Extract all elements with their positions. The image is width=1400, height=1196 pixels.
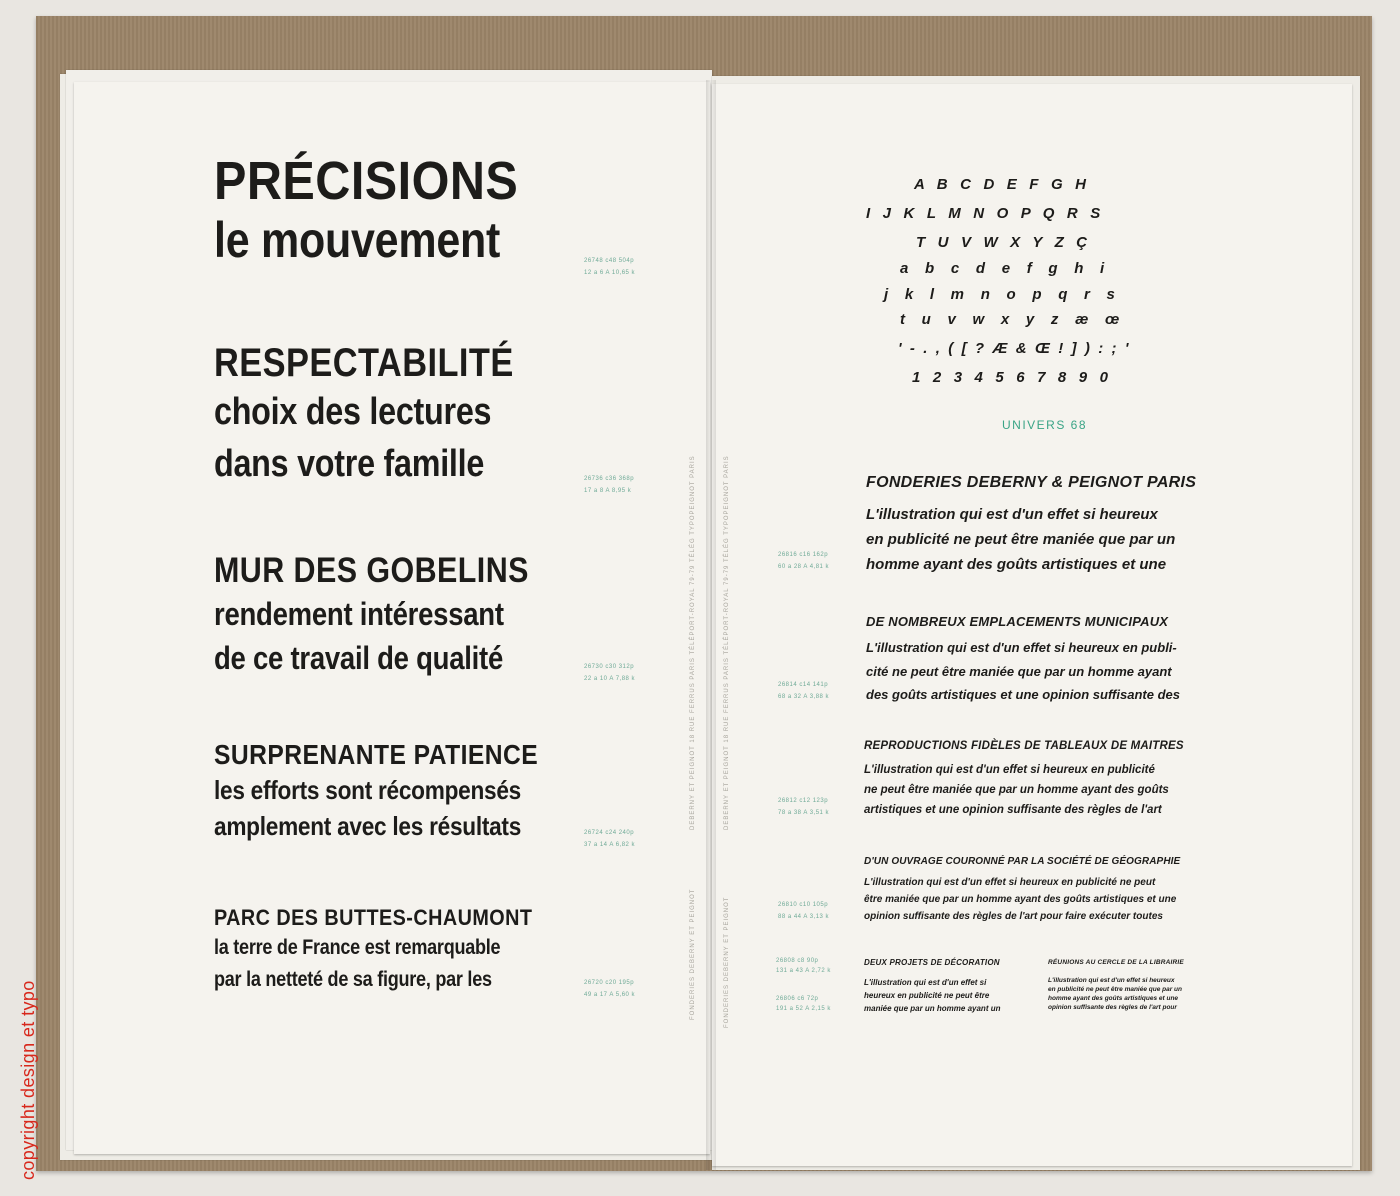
alphabet-row: t u v w x y z æ œ: [900, 311, 1120, 328]
right-spine-foundry: FONDERIES DEBERNY ET PEIGNOT: [724, 896, 730, 1028]
small-sample-line: maniée que par un homme ayant un: [864, 1004, 1001, 1013]
small-sample-line: opinion suffisante des règles de l'art pour: [1048, 1004, 1177, 1011]
sample-line: en publicité ne peut être maniée que par un: [866, 531, 1176, 548]
left-spine-foundry: FONDERIES DEBERNY ET PEIGNOT: [690, 888, 696, 1020]
specimen-block-respectabilite: [214, 340, 556, 490]
sample-code: 26814 c14 141p: [778, 682, 829, 688]
left-spine-address: DEBERNY ET PEIGNOT 18 RUE FERRUS PARIS TÉLÉPORT-ROYAL 79-79 TÉLÉG TYPOPEIGNOT PARIS: [690, 455, 696, 830]
sample-heading: REPRODUCTIONS FIDÈLES DE TABLEAUX DE MAITRES: [864, 740, 1184, 752]
block-code: 26720 c20 195p: [584, 980, 635, 986]
sample-line: ne peut être maniée que par un homme ayant des goûts: [864, 784, 1169, 796]
alphabet-row: 1 2 3 4 5 6 7 8 9 0: [912, 369, 1108, 386]
sample-line: L'illustration qui est d'un effet si heureux en publicité ne peut: [864, 877, 1156, 888]
block-heading: PARC DES BUTTES-CHAUMONT: [214, 905, 533, 930]
sample-specs: 78 a 38 A 3,51 k: [778, 810, 830, 816]
typeface-name: UNIVERS 68: [1002, 418, 1088, 432]
block-code: 26730 c30 312p: [584, 664, 635, 670]
block-specs: 12 a 6 A 10,65 k: [584, 270, 636, 276]
block-line: par la netteté de sa figure, par les: [214, 968, 492, 991]
sample-line: être maniée que par un homme ayant des goûts artistiques et une: [864, 894, 1177, 905]
alphabet-row: ' - . , ( [ ? Æ & Œ ! ] ) : ; ': [898, 340, 1129, 357]
alphabet-row: j k l m n o p q r s: [884, 286, 1115, 303]
small-sample-line: L'illustration qui est d'un effet si heureux: [1048, 977, 1175, 984]
specimen-block-buttes-chaumont: [214, 904, 556, 996]
block-specs: 37 a 14 A 6,82 k: [584, 842, 636, 848]
sample-line: L'illustration qui est d'un effet si heureux en publicité: [864, 764, 1155, 776]
block-heading: RESPECTABILITÉ: [214, 341, 514, 385]
sample-line: L'illustration qui est d'un effet si heureux: [866, 506, 1158, 523]
alphabet-row: I J K L M N O P Q R S: [866, 205, 1101, 222]
small-sample-line: homme ayant des goûts artistiques et une: [1048, 995, 1179, 1002]
block-line: de ce travail de qualité: [214, 640, 504, 676]
block-heading: SURPRENANTE PATIENCE: [214, 739, 539, 770]
book-gutter: [706, 80, 716, 1170]
specimen-block-patience: [214, 738, 556, 844]
sample-heading: FONDERIES DEBERNY & PEIGNOT PARIS: [866, 474, 1197, 491]
sample-code: 26816 c16 162p: [778, 552, 829, 558]
sample-heading: DE NOMBREUX EMPLACEMENTS MUNICIPAUX: [866, 614, 1169, 629]
sample-heading: D'UN OUVRAGE COURONNÉ PAR LA SOCIÉTÉ DE GÉOGRAPHIE: [864, 856, 1181, 867]
small-sample-heading: RÉUNIONS AU CERCLE DE LA LIBRAIRIE: [1048, 959, 1184, 966]
block-code: 26736 c36 368p: [584, 476, 635, 482]
block-heading: MUR DES GOBELINS: [214, 551, 529, 590]
small-sample-line: heureux en publicité ne peut être: [864, 991, 990, 1000]
sample-specs: 191 a 52 A 2,15 k: [776, 1006, 831, 1012]
block-specs: 17 a 8 A 8,95 k: [584, 488, 632, 494]
sample-specs: 60 a 28 A 4,81 k: [778, 564, 830, 570]
sample-line: opinion suffisante des règles de l'art pour faire exécuter toutes: [864, 911, 1163, 922]
specimen-block-gobelins: [214, 550, 556, 680]
copyright-watermark: copyright design et typo: [18, 980, 38, 1180]
sample-line: des goûts artistiques et une opinion suffisante des: [866, 687, 1180, 702]
block-code: 26724 c24 240p: [584, 830, 635, 836]
block-line: rendement intéressant: [214, 596, 504, 632]
block-code: 26748 c48 504p: [584, 258, 635, 264]
alphabet-row: a b c d e f g h i: [900, 260, 1105, 277]
small-sample-heading: DEUX PROJETS DE DÉCORATION: [864, 958, 1000, 967]
sample-specs: 88 a 44 A 3,13 k: [778, 914, 830, 920]
alphabet-row: A B C D E F G H: [914, 176, 1086, 193]
block-line: les efforts sont récompensés: [214, 775, 521, 805]
block-heading: PRÉCISIONS: [214, 151, 519, 211]
sample-line: homme ayant des goûts artistiques et une: [866, 556, 1167, 573]
sample-code: 26810 c10 105p: [778, 902, 829, 908]
block-specs: 49 a 17 A 5,60 k: [584, 992, 636, 998]
sample-code: 26808 c8 90p: [776, 958, 819, 964]
sample-line: L'illustration qui est d'un effet si heureux en publi-: [866, 640, 1177, 655]
sample-line: cité ne peut être maniée que par un homme ayant: [866, 664, 1172, 679]
block-line: dans votre famille: [214, 443, 485, 485]
specimen-block-precisions: [214, 150, 556, 268]
sample-line: artistiques et une opinion suffisante des règles de l'art: [864, 804, 1162, 816]
block-line: amplement avec les résultats: [214, 811, 522, 841]
sample-specs: 68 a 32 A 3,88 k: [778, 694, 830, 700]
sample-specs: 131 a 43 A 2,72 k: [776, 968, 831, 974]
sample-code: 26812 c12 123p: [778, 798, 829, 804]
block-line: choix des lectures: [214, 391, 492, 433]
small-sample-line: L'illustration qui est d'un effet si: [864, 978, 987, 987]
small-sample-line: en publicité ne peut être maniée que par un: [1048, 986, 1182, 993]
right-spine-address: DEBERNY ET PEIGNOT 18 RUE FERRUS PARIS TÉLÉPORT-ROYAL 79-79 TÉLÉG TYPOPEIGNOT PARIS: [724, 455, 730, 830]
block-line: le mouvement: [214, 212, 501, 268]
sample-code: 26806 c6 72p: [776, 996, 819, 1002]
block-specs: 22 a 10 A 7,88 k: [584, 676, 636, 682]
alphabet-row: T U V W X Y Z Ç: [916, 234, 1088, 251]
block-line: la terre de France est remarquable: [214, 936, 501, 959]
